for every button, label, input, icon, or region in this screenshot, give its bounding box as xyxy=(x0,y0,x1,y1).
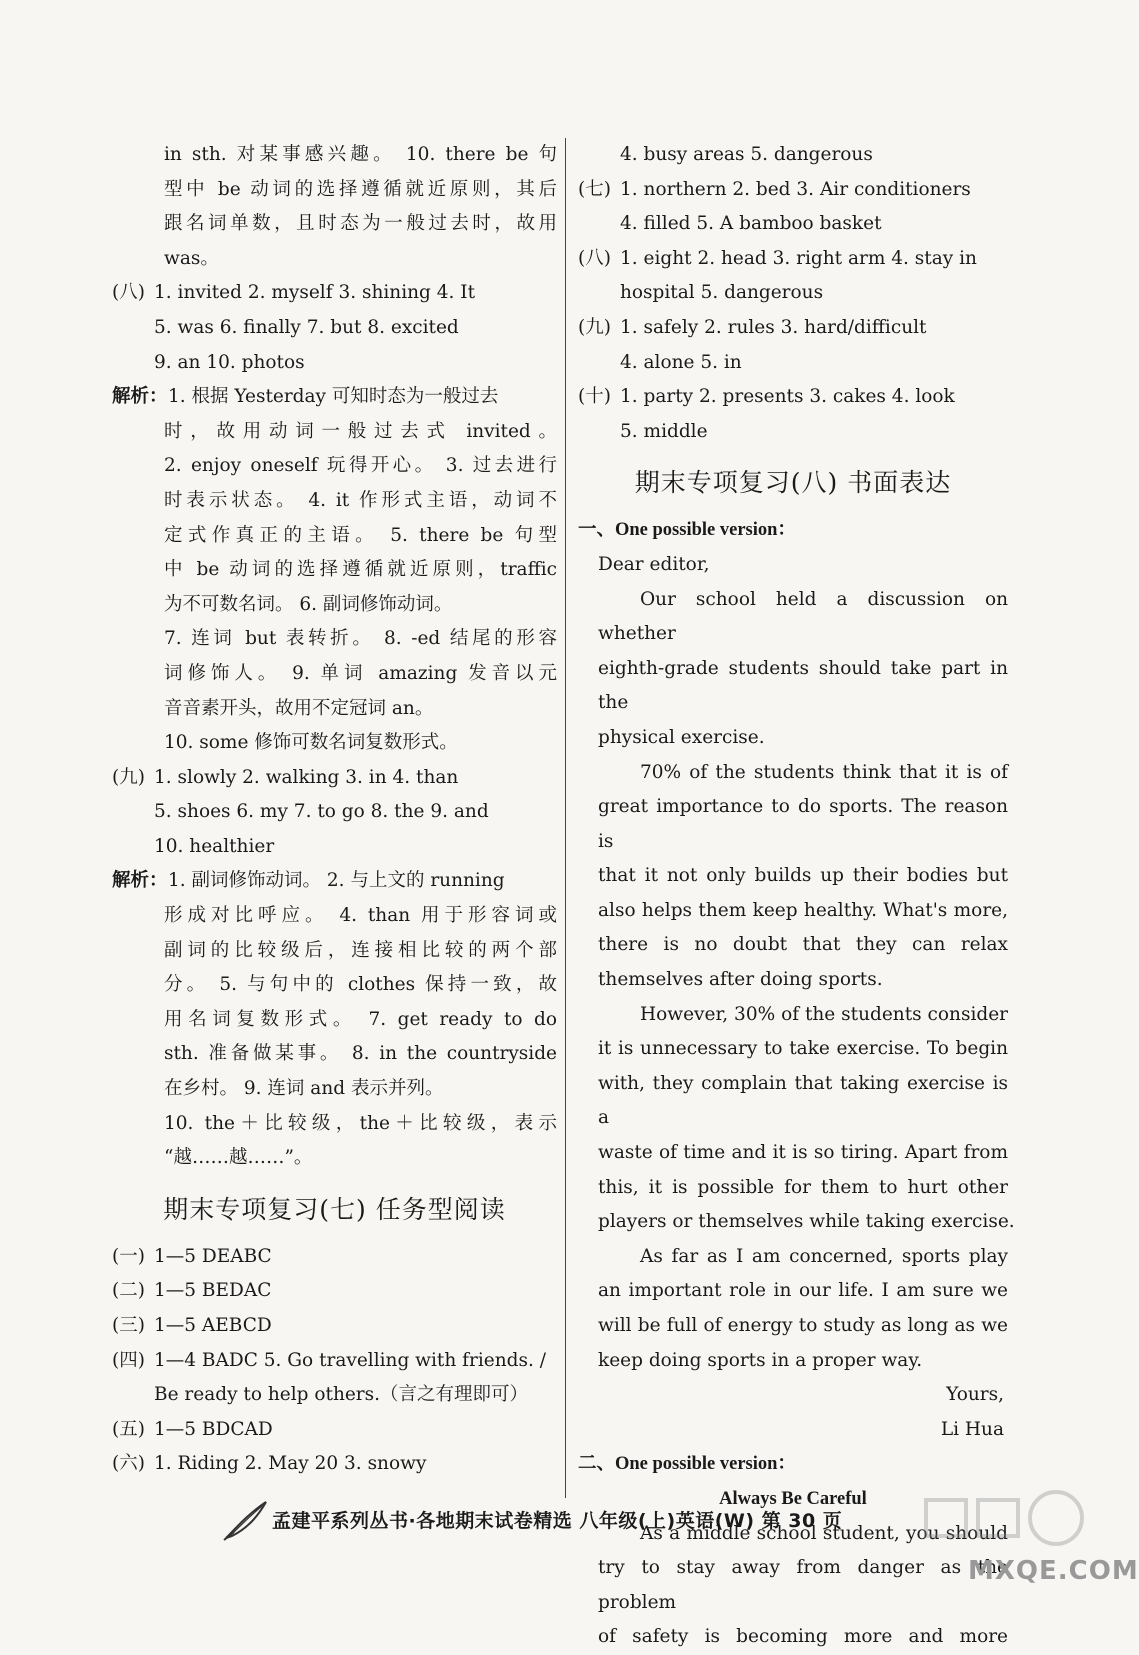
analysis-label: 解析： xyxy=(112,870,168,892)
essay-line: of safety is becoming more and more xyxy=(598,1626,1008,1648)
line-text: 1—4 BADC 5. Go travelling with friends. / xyxy=(154,1349,546,1371)
answer-line xyxy=(112,242,557,277)
line-text: 定式作真正的主语。 5. there be 句型 xyxy=(164,524,557,546)
answer-line xyxy=(112,1274,557,1309)
answer-line xyxy=(578,276,1008,311)
answer-line xyxy=(578,242,1008,277)
answer-line xyxy=(112,761,557,796)
line-text: Be ready to help others.（言之有理即可） xyxy=(154,1384,529,1406)
letter-line: will be full of energy to study as long as we xyxy=(598,1315,1008,1336)
section-heading-8: 期末专项复习(八) 书面表达 xyxy=(634,468,952,498)
line-text: hospital 5. dangerous xyxy=(620,282,824,304)
answer-line xyxy=(112,1141,557,1176)
answer-line xyxy=(112,311,557,346)
answer-line xyxy=(112,1107,557,1142)
answer-line xyxy=(112,968,557,1003)
item-number-label: (十) xyxy=(578,386,611,408)
answer-line xyxy=(578,138,1008,173)
answer-line xyxy=(112,899,557,934)
left-answer-lines xyxy=(112,138,557,1176)
line-text: 1. safely 2. rules 3. hard/difficult xyxy=(620,316,927,338)
answer-line xyxy=(578,346,1008,381)
item-number-label: (六) xyxy=(112,1453,145,1475)
letter-greeting: Dear editor, xyxy=(598,553,710,575)
line-text: 5. shoes 6. my 7. to go 8. the 9. and xyxy=(154,801,489,823)
answer-line xyxy=(578,173,1008,208)
right-answer-lines xyxy=(578,138,1008,449)
answer-line xyxy=(112,207,557,242)
watermark-text: MXQE.COM xyxy=(968,1556,1139,1586)
line-text: 4. filled 5. A bamboo basket xyxy=(620,213,882,235)
answer-line xyxy=(578,207,1008,242)
line-text: sth. 准备做某事。 8. in the countryside xyxy=(164,1043,557,1065)
line-text: 分。 5. 与句中的 clothes 保持一致，故 xyxy=(164,974,557,996)
line-text: 5. middle xyxy=(620,420,708,442)
letter-line: an important role in our life. I am sure we xyxy=(598,1280,1008,1302)
line-text: 4. busy areas 5. dangerous xyxy=(620,144,873,165)
line-text: 中 be 动词的选择遵循就近原则，traffic xyxy=(164,559,557,581)
line-text: 1. 根据 Yesterday 可知时态为一般过去 xyxy=(168,386,499,408)
answer-line xyxy=(112,1413,557,1448)
section-heading-7: 期末专项复习(七) 任务型阅读 xyxy=(163,1194,506,1224)
line-text: 形成对比呼应。 4. than 用于形容词或 xyxy=(164,905,557,927)
answer-line xyxy=(112,1037,557,1072)
letter-line: themselves after doing sports. xyxy=(598,969,883,991)
answer-line xyxy=(112,484,557,519)
analysis-label: 解析： xyxy=(112,386,168,408)
line-text: in sth. 对某事感兴趣。 10. there be 句 xyxy=(164,144,557,165)
section-label-2: 二、One possible version： xyxy=(578,1454,796,1475)
answer-line xyxy=(112,415,557,450)
item-number-label: (九) xyxy=(578,316,611,338)
line-text: 用名词复数形式。 7. get ready to do xyxy=(164,1008,557,1030)
answer-line xyxy=(112,795,557,830)
answer-line xyxy=(112,934,557,969)
letter-line: eighth-grade students should take part in the xyxy=(598,657,1008,714)
item-number-label: (二) xyxy=(112,1280,145,1302)
line-text: 时，故用动词一般过去式 invited。 xyxy=(164,420,557,442)
answer-line xyxy=(112,588,557,623)
item-number-label: (四) xyxy=(112,1349,145,1371)
line-text: 2. enjoy oneself 玩得开心。 3. 过去进行 xyxy=(164,455,557,477)
answer-line xyxy=(578,311,1008,346)
answer-line xyxy=(112,519,557,554)
line-text: 为不可数名词。 6. 副词修饰动词。 xyxy=(164,593,453,615)
feather-logo-icon xyxy=(222,1498,270,1542)
line-text: 副词的比较级后，连接相比较的两个部 xyxy=(164,939,557,961)
answer-line xyxy=(112,346,557,381)
column-divider xyxy=(565,138,566,1498)
answer-line xyxy=(112,726,557,761)
answer-line xyxy=(112,1072,557,1107)
answer-line xyxy=(578,380,1008,415)
footer-caption: 孟建平系列丛书·各地期末试卷精选 八年级(上)英语(W) 第 30 页 xyxy=(272,1510,843,1532)
item-number-label: (七) xyxy=(578,178,611,200)
line-text: 1. invited 2. myself 3. shining 4. It xyxy=(154,282,476,304)
letter-line: Our school held a discussion on whether xyxy=(598,588,1008,645)
letter-line: players or themselves while taking exercise. xyxy=(598,1211,1015,1233)
line-text: 4. alone 5. in xyxy=(620,351,742,373)
answer-line xyxy=(112,138,557,173)
item-number-label: (一) xyxy=(112,1245,145,1267)
line-text: 跟名词单数，且时态为一般过去时，故用 xyxy=(164,213,557,235)
letter-signature: Li Hua xyxy=(940,1418,1004,1440)
essay-line: As a middle school student, you should xyxy=(640,1522,1008,1544)
letter-line: this, it is possible for them to hurt other xyxy=(598,1176,1008,1198)
letter-line: 70% of the students think that it is of xyxy=(640,761,1008,783)
answer-line xyxy=(112,449,557,484)
letter-line: As far as I am concerned, sports play xyxy=(640,1245,1008,1267)
section-label-1: 一、One possible version： xyxy=(578,520,796,541)
line-text: 1. northern 2. bed 3. Air conditioners xyxy=(620,178,971,200)
answer-line xyxy=(112,173,557,208)
answer-line xyxy=(112,1378,557,1413)
letter-line: that it not only builds up their bodies but xyxy=(598,865,1008,887)
line-text: 10. healthier xyxy=(154,835,275,857)
answer-line xyxy=(112,864,557,899)
answer-line xyxy=(112,1003,557,1038)
answer-line xyxy=(112,1447,557,1482)
item-number-label: (三) xyxy=(112,1315,145,1336)
line-text: 1—5 BEDAC xyxy=(154,1280,272,1302)
line-text: 1. party 2. presents 3. cakes 4. look xyxy=(620,386,955,408)
answer-line xyxy=(112,276,557,311)
answer-line xyxy=(112,622,557,657)
answer-line xyxy=(112,657,557,692)
letter-body xyxy=(578,583,1015,1379)
letter-line: However, 30% of the students consider xyxy=(640,1003,1008,1025)
letter-line: physical exercise. xyxy=(598,726,765,748)
letter-line: waste of time and it is so tiring. Apart from xyxy=(598,1142,1008,1164)
letter-line: also helps them keep healthy. What's more, xyxy=(598,899,1008,921)
answer-line xyxy=(578,415,1008,450)
item-number-label: (八) xyxy=(578,247,611,269)
line-text: 1. eight 2. head 3. right arm 4. stay in xyxy=(620,247,977,269)
line-text: 5. was 6. finally 7. but 8. excited xyxy=(154,316,459,338)
answer-line xyxy=(112,1309,557,1344)
line-text: 在乡村。 9. 连词 and 表示并列。 xyxy=(164,1078,444,1100)
letter-closing: Yours, xyxy=(946,1384,1004,1406)
line-text: 10. some 修饰可数名词复数形式。 xyxy=(164,732,458,754)
line-text: 1—5 BDCAD xyxy=(154,1418,273,1440)
item-number-label: (八) xyxy=(112,282,145,304)
item-number-label: (九) xyxy=(112,766,145,788)
line-text: 型中 be 动词的选择遵循就近原则，其后 xyxy=(164,178,557,200)
letter-line: keep doing sports in a proper way. xyxy=(598,1349,923,1371)
line-text: 音音素开头，故用不定冠词 an。 xyxy=(164,697,434,719)
line-text: 词修饰人。 9. 单词 amazing 发音以元 xyxy=(164,662,557,684)
answer-line xyxy=(112,1240,557,1275)
line-text: 1. slowly 2. walking 3. in 4. than xyxy=(154,766,459,788)
letter-line: it is unnecessary to take exercise. To begin xyxy=(598,1038,1008,1060)
left-column xyxy=(112,138,557,1482)
left-answer-lines-2 xyxy=(112,1240,557,1482)
answer-line xyxy=(112,1344,557,1379)
item-number-label: (五) xyxy=(112,1418,145,1440)
answer-line xyxy=(112,553,557,588)
line-text: 1. Riding 2. May 20 3. snowy xyxy=(154,1453,427,1475)
line-text: 10. the＋比较级，the＋比较级，表示 xyxy=(164,1112,557,1134)
letter-line: with, they complain that taking exercise is a xyxy=(598,1072,1008,1129)
essay-line: try to stay away from danger as the problem xyxy=(598,1557,1008,1613)
watermark-logo-icon xyxy=(916,1478,1086,1558)
answer-line xyxy=(112,692,557,727)
line-text: “越……越……”。 xyxy=(164,1147,313,1169)
line-text: 1—5 AEBCD xyxy=(154,1315,272,1336)
answer-line xyxy=(112,830,557,865)
essay-title: Always Be Careful xyxy=(719,1488,867,1509)
line-text: 1. 副词修饰动词。 2. 与上文的 running xyxy=(168,870,505,892)
line-text: 1—5 DEABC xyxy=(154,1245,272,1267)
letter-line: great importance to do sports. The reason is xyxy=(598,796,1008,852)
line-text: was。 xyxy=(164,247,219,269)
letter-line: there is no doubt that they can relax xyxy=(598,934,1008,956)
answer-line xyxy=(112,380,557,415)
line-text: 时表示状态。 4. it 作形式主语，动词不 xyxy=(164,489,557,511)
line-text: 9. an 10. photos xyxy=(154,351,305,373)
right-column xyxy=(578,138,1015,1655)
line-text: 7. 连词 but 表转折。 8. -ed 结尾的形容 xyxy=(164,628,557,650)
